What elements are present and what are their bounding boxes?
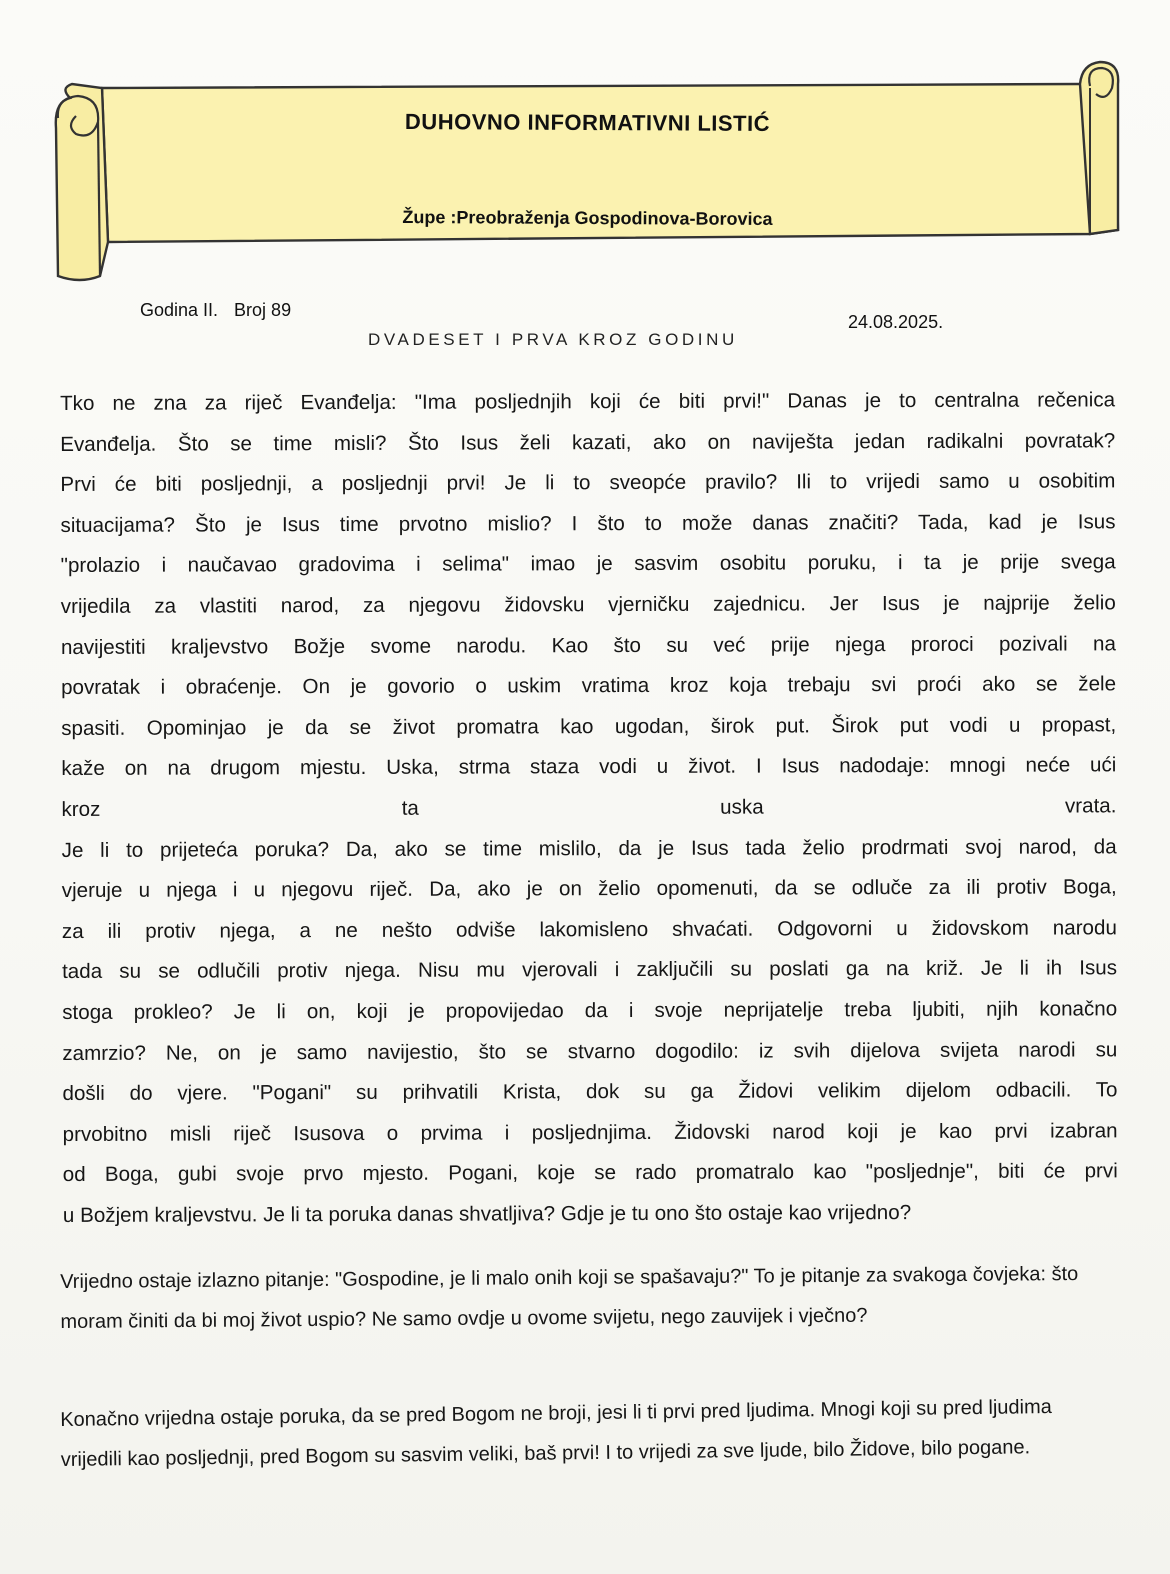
spread-word: vrata. (1064, 794, 1117, 818)
text-line: od Boga, gubi svoje prvo mjesto. Pogani, koje se rado promatralo kao "posljednje", biti će prvi (62, 1159, 1118, 1187)
issue-number: Broj 89 (234, 300, 292, 320)
text-line: kaže on na drugom mjestu. Uska, strma staza vodi u život. I Isus nadodaje: mnogi neće ući (61, 753, 1117, 781)
text-line: Prvi će biti posljednji, a posljednji prvi! Je li to sveopće pravilo? Ili to vrijedi samo u osobitim (60, 469, 1116, 497)
text-line: Evanđelja. Što se time misli? Što Isus želi kazati, ako on naviješta jedan radikalni povratak? (60, 428, 1116, 456)
scroll-banner-graphic (50, 58, 1125, 290)
banner-title: DUHOVNO INFORMATIVNI LISTIĆ (404, 109, 771, 136)
paragraph-second: Vrijedno ostaje izlazno pitanje: "Gospodine, je li malo onih koji se spašavaju?" To je pitanje za svakoga čovjeka: što moram činiti da bi moj život uspio? Ne samo ovdje u ovome svijetu, nego zauvijek i vječno? (60, 1263, 1079, 1333)
text-line-spread (61, 786, 1116, 830)
text-line: zamrzio? Ne, on je samo navijestio, što se stvarno dogodilo: iz svih dijelova svijeta narodi su (62, 1037, 1118, 1065)
spread-word: uska (720, 795, 764, 819)
spread-word: ta (401, 796, 419, 820)
text-line: vjeruje u njega i u njegovu riječ. Da, ako je on želio opomenuti, da se odluče za ili protiv Boga, (61, 875, 1117, 903)
text-line: povratak i obraćenje. On je govorio o uskim vratima kroz koja trebaju svi proći ako se žele (61, 672, 1117, 700)
scroll-banner (50, 58, 1125, 290)
issue-info (140, 300, 291, 321)
text-line: stoga prokleo? Je li on, koji je propovijedao da i svoje neprijatelje treba ljubiti, njih konačno (62, 997, 1118, 1024)
text-line: došli do vjere. "Pogani" su prihvatili Krista, dok su ga Židovi velikim dijelom odbacili. To (62, 1078, 1118, 1106)
banner-subtitle: Župe :Preobraženja Gospodinova-Borovica (402, 207, 773, 229)
text-line: vrijedila za vlastiti narod, za njegovu židovsku vjerničku zajednicu. Jer Isus je najprije želio (60, 591, 1116, 618)
text-line: prvobitno misli riječ Isusova o prvima i posljednjima. Židovski narod koji je kao prvi izabran (62, 1119, 1118, 1146)
text-line: spasiti. Opominjao je da se život promatra kao ugodan, širok put. Širok put vodi u propast, (61, 713, 1117, 740)
spread-word: kroz (61, 797, 101, 821)
liturgical-sunday-heading: DVADESET I PRVA KROZ GODINU (368, 330, 738, 349)
text-line: "prolazio i naučavao gradovima i selima" imao je sasvim osobitu poruku, i ta je prije svega (60, 550, 1116, 578)
text-line: navijestiti kraljevstvo Božje svome narodu. Kao što su već prije njega proroci pozivali na (60, 631, 1116, 659)
paragraph-main (60, 380, 1118, 1236)
text-line: Tko ne zna za riječ Evanđelja: "Ima posljednjih koji će biti prvi!" Danas je to centralna rečenica (60, 388, 1116, 415)
text-line: u Božjem kraljevstvu. Je li ta poruka danas shvatljiva? Gdje je tu ono što ostaje kao vrijedno? (62, 1200, 912, 1227)
text-line: situacijama? Što je Isus time prvotno mislio? I što to može danas značiti? Tada, kad je Isus (60, 510, 1116, 537)
text-line: Je li to prijeteća poruka? Da, ako se time mislilo, da je Isus tada želio prodrmati svoj narod, da (61, 834, 1117, 862)
text-line: za ili protiv njega, a ne nešto odviše lakomisleno shvaćati. Odgovorni u židovskom narodu (61, 916, 1117, 943)
issue-year: Godina II. (140, 300, 219, 320)
text-line: tada su se odlučili protiv njega. Nisu mu vjerovali i zaključili su poslati ga na križ. Je li ih Isus (62, 956, 1118, 984)
paragraph-third: Konačno vrijedna ostaje poruka, da se pred Bogom ne broji, jesi li ti prvi pred ljudima. Mnogi koji su pred ljudima vrijedili kao posljednji, pred Bogom su sasvim veliki, baš prvi! I to vrijedi za sve ljude, bilo Židove, bilo pogane. (60, 1396, 1052, 1471)
issue-date: 24.08.2025. (848, 312, 944, 332)
